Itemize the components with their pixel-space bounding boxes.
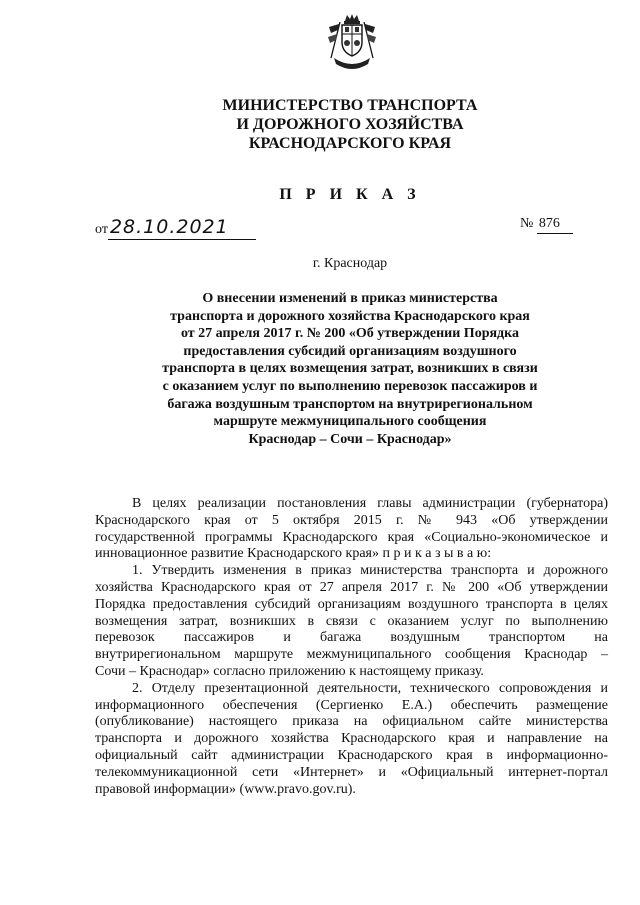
number-value: 876 — [538, 216, 560, 231]
body-line: Краснодарского края от 5 октября 2015 г. № 943 «Об утверждении — [95, 512, 608, 528]
body-line: информационного обеспечения (Сергиенко Е.А.) обеспечить размещение — [95, 697, 608, 713]
title-line: Краснодар – Сочи – Краснодар» — [248, 431, 452, 447]
title-line: предоставления субсидий организациям воздушного — [183, 343, 517, 359]
body-line: 2. Отделу презентационной деятельности, технического сопровождения и — [132, 680, 608, 696]
title-line: О внесении изменений в приказ министерства — [202, 291, 498, 306]
document-type-heading: П Р И К А З — [279, 186, 421, 203]
ministry-name-line: МИНИСТЕРСТВО ТРАНСПОРТА — [222, 97, 478, 114]
date-value: 28.10.2021 — [109, 216, 229, 238]
body-line: инновационное развитие Краснодарского края» п р и к а з ы в а ю: — [95, 546, 492, 562]
date-prefix: от — [95, 222, 108, 237]
body-line: 1. Утвердить изменения в приказ министерства транспорта и дорожного — [132, 563, 608, 579]
order-body — [95, 496, 608, 798]
date-value-underline — [108, 216, 256, 240]
date-field — [95, 216, 256, 240]
body-line: перевозок пассажиров и багажа воздушным транспортом на — [95, 630, 608, 646]
body-line: (опубликование) настоящего приказа на официальном сайте министерства — [95, 714, 608, 730]
title-line: багажа воздушным транспортом на внутрирегиональном — [167, 396, 533, 412]
order-title — [130, 290, 570, 448]
body-line: телекоммуникационной сети «Интернет» и «Официальный интернет-портал — [95, 764, 608, 780]
body-line: хозяйства Краснодарского края от 27 апреля 2017 г. № 200 «Об утверждении — [95, 579, 608, 595]
city-label: г. Краснодар — [312, 256, 388, 271]
body-line: Порядка предоставления субсидий организациям воздушного транспорта в целях — [95, 596, 608, 612]
body-line: В целях реализации постановления главы администрации (губернатора) — [132, 496, 608, 511]
ministry-name — [150, 96, 550, 153]
number-field — [520, 216, 573, 234]
title-line: маршруте межмуниципального сообщения — [213, 414, 487, 430]
body-line: государственной программы Краснодарского края «Социально-экономическое и — [95, 529, 608, 545]
ministry-name-line: И ДОРОЖНОГО ХОЗЯЙСТВА — [236, 116, 464, 133]
body-line: внутрирегиональном маршруте межмуниципального сообщения Краснодар – — [95, 647, 608, 663]
ministry-name-line: КРАСНОДАРСКОГО КРАЯ — [248, 135, 452, 152]
body-line: транспорта и дорожного хозяйства Краснодарского края и направление на — [95, 731, 608, 747]
title-line: транспорта и дорожного хозяйства Краснодарского края — [170, 308, 530, 324]
body-line: Сочи – Краснодар» согласно приложению к настоящему приказу. — [95, 663, 484, 679]
title-line: с оказанием услуг по выполнению перевозок пассажиров и — [162, 378, 538, 394]
body-line: правовой информации» (www.pravo.gov.ru). — [95, 781, 356, 797]
number-value-underline — [537, 216, 573, 234]
coat-of-arms-emblem — [326, 12, 378, 74]
title-line: транспорта в целях возмещения затрат, возникших в связи — [162, 361, 538, 377]
title-line: от 27 апреля 2017 г. № 200 «Об утверждении Порядка — [180, 326, 519, 342]
number-prefix: № — [520, 216, 534, 231]
body-line: официальный сайт администрации Краснодарского края в информационно- — [95, 747, 608, 763]
body-line: возмещения затрат, возникших в связи с оказанием услуг по выполнению — [95, 613, 608, 629]
